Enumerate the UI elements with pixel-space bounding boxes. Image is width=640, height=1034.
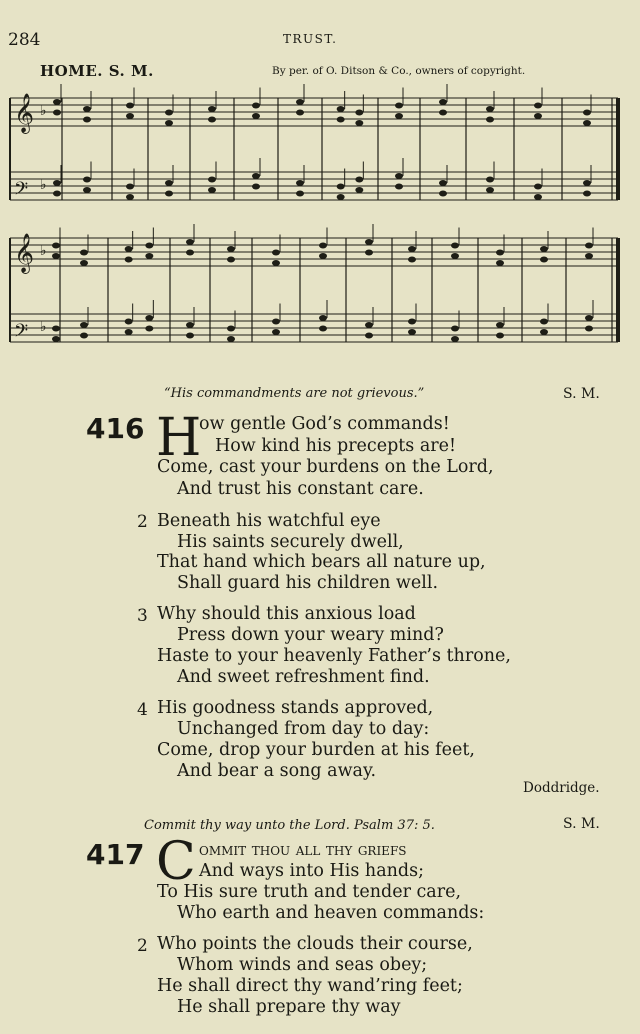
- flat-icon: ♭: [40, 177, 47, 193]
- tune-name: HOME. S. M.: [40, 62, 154, 80]
- note-head: [53, 191, 61, 197]
- page-number: 284: [8, 30, 41, 50]
- note-head: [439, 180, 447, 186]
- hymn-416-line: And trust his constant care.: [177, 479, 424, 499]
- note-head: [496, 322, 504, 328]
- note-head: [208, 117, 216, 123]
- note-head: [272, 319, 280, 325]
- note-head: [145, 253, 153, 259]
- hymn-416-line: Come, drop your burden at his feet,: [157, 740, 475, 760]
- note-head: [125, 319, 133, 325]
- note-head: [125, 246, 133, 252]
- hymn-416-line: And sweet refreshment find.: [177, 667, 430, 687]
- hymn-416-line: Why should this anxious load: [157, 604, 416, 624]
- note-head: [126, 103, 134, 109]
- note-head: [296, 110, 304, 116]
- note-head: [451, 253, 459, 259]
- hymn-416-meter: S. M.: [563, 386, 600, 402]
- note-head: [252, 184, 260, 190]
- hymn-417-line: He shall prepare thy way: [177, 997, 401, 1017]
- music-score: [0, 84, 640, 366]
- note-head: [439, 110, 447, 116]
- note-head: [272, 329, 280, 335]
- note-head: [365, 333, 373, 339]
- note-head: [125, 257, 133, 263]
- hymn-416-line: Unchanged from day to day:: [177, 719, 430, 739]
- note-head: [408, 319, 416, 325]
- note-head: [227, 336, 235, 342]
- verse-number: 4: [137, 700, 148, 720]
- hymn-416-number: 416: [86, 412, 145, 445]
- note-head: [496, 260, 504, 266]
- note-head: [186, 250, 194, 256]
- note-head: [319, 253, 327, 259]
- note-head: [486, 187, 494, 193]
- note-head: [583, 191, 591, 197]
- treble-clef-icon: 𝄞: [14, 93, 35, 133]
- note-head: [355, 110, 363, 116]
- running-head: TRUST.: [283, 32, 338, 46]
- note-head: [583, 180, 591, 186]
- hymn-416-epigraph: “His commandments are not grievous.”: [164, 386, 425, 401]
- note-head: [126, 113, 134, 119]
- note-head: [80, 333, 88, 339]
- hymn-417-drop-cap: C: [156, 832, 196, 892]
- note-head: [496, 333, 504, 339]
- note-head: [227, 326, 235, 332]
- flat-icon: ♭: [40, 243, 47, 259]
- verse-number: 2: [137, 512, 148, 532]
- note-head: [540, 329, 548, 335]
- note-head: [145, 315, 153, 321]
- note-head: [540, 246, 548, 252]
- flat-icon: ♭: [40, 319, 47, 335]
- note-head: [395, 173, 403, 179]
- note-head: [80, 322, 88, 328]
- note-head: [126, 194, 134, 200]
- hymn-417-line: To His sure truth and tender care,: [157, 882, 462, 902]
- note-head: [126, 184, 134, 190]
- note-head: [337, 194, 345, 200]
- verse-number: 2: [137, 936, 148, 956]
- hymn-416-line: His saints securely dwell,: [177, 532, 404, 552]
- note-head: [186, 322, 194, 328]
- note-head: [208, 177, 216, 183]
- note-head: [145, 243, 153, 249]
- note-head: [355, 177, 363, 183]
- note-head: [439, 99, 447, 105]
- note-head: [451, 326, 459, 332]
- note-head: [365, 250, 373, 256]
- note-head: [395, 184, 403, 190]
- note-head: [583, 110, 591, 116]
- hymn-417-line: Who earth and heaven commands:: [177, 903, 485, 923]
- note-head: [585, 315, 593, 321]
- bass-clef-icon: 𝄢: [14, 321, 29, 346]
- note-head: [451, 243, 459, 249]
- note-head: [296, 99, 304, 105]
- note-head: [585, 253, 593, 259]
- note-head: [296, 180, 304, 186]
- note-head: [486, 106, 494, 112]
- note-head: [53, 110, 61, 116]
- hymn-417-line: ommit thou all thy griefs: [199, 840, 407, 860]
- note-head: [52, 243, 60, 249]
- note-head: [486, 177, 494, 183]
- note-head: [365, 322, 373, 328]
- note-head: [227, 257, 235, 263]
- note-head: [408, 329, 416, 335]
- note-head: [272, 260, 280, 266]
- note-head: [319, 315, 327, 321]
- note-head: [186, 333, 194, 339]
- hymn-417-number: 417: [86, 838, 145, 871]
- note-head: [53, 99, 61, 105]
- note-head: [585, 243, 593, 249]
- note-head: [165, 110, 173, 116]
- note-head: [451, 336, 459, 342]
- hymn-416-line: Come, cast your burdens on the Lord,: [157, 457, 494, 477]
- note-head: [355, 120, 363, 126]
- note-head: [337, 106, 345, 112]
- note-head: [252, 113, 260, 119]
- note-head: [583, 120, 591, 126]
- note-head: [52, 326, 60, 332]
- note-head: [83, 117, 91, 123]
- note-head: [83, 177, 91, 183]
- hymn-417-epigraph: Commit thy way unto the Lord. Psalm 37: 5.: [144, 818, 435, 833]
- note-head: [227, 246, 235, 252]
- hymn-416-line: Haste to your heavenly Father’s throne,: [157, 646, 511, 666]
- hymn-416-line: How kind his precepts are!: [215, 436, 457, 456]
- note-head: [208, 187, 216, 193]
- note-head: [83, 106, 91, 112]
- note-head: [540, 257, 548, 263]
- hymn-416-drop-cap: H: [156, 408, 202, 468]
- verse-number: 3: [137, 606, 148, 626]
- note-head: [408, 246, 416, 252]
- note-head: [252, 103, 260, 109]
- note-head: [337, 117, 345, 123]
- note-head: [534, 103, 542, 109]
- note-head: [80, 260, 88, 266]
- hymn-416-line: His goodness stands approved,: [157, 698, 434, 718]
- note-head: [208, 106, 216, 112]
- note-head: [83, 187, 91, 193]
- note-head: [395, 103, 403, 109]
- bass-clef-icon: 𝄢: [14, 179, 29, 204]
- hymn-417-line: And ways into His hands;: [199, 861, 424, 881]
- note-head: [165, 180, 173, 186]
- hymn-417-line: He shall direct thy wand’ring feet;: [157, 976, 463, 996]
- note-head: [355, 187, 363, 193]
- hymn-417-line: Who points the clouds their course,: [157, 934, 473, 954]
- note-head: [125, 329, 133, 335]
- hymn-416-author: Doddridge.: [523, 780, 600, 796]
- note-head: [296, 191, 304, 197]
- hymn-416-line: Beneath his watchful eye: [157, 511, 381, 531]
- note-head: [165, 191, 173, 197]
- treble-clef-icon: 𝄞: [14, 233, 35, 273]
- note-head: [53, 180, 61, 186]
- note-head: [52, 253, 60, 259]
- note-head: [80, 250, 88, 256]
- hymn-417-meter: S. M.: [563, 816, 600, 832]
- copyright-notice: By per. of O. Ditson & Co., owners of copyright.: [272, 65, 526, 77]
- note-head: [486, 117, 494, 123]
- note-head: [272, 250, 280, 256]
- note-head: [186, 239, 194, 245]
- note-head: [145, 326, 153, 332]
- note-head: [585, 326, 593, 332]
- hymn-416-line: And bear a song away.: [177, 761, 377, 781]
- note-head: [252, 173, 260, 179]
- note-head: [319, 326, 327, 332]
- hymn-416-line: ow gentle God’s commands!: [199, 414, 450, 434]
- note-head: [540, 319, 548, 325]
- note-head: [534, 184, 542, 190]
- note-head: [337, 184, 345, 190]
- flat-icon: ♭: [40, 103, 47, 119]
- note-head: [165, 120, 173, 126]
- note-head: [534, 113, 542, 119]
- note-head: [496, 250, 504, 256]
- hymn-416-line: Shall guard his children well.: [177, 573, 439, 593]
- hymn-417-line: Whom winds and seas obey;: [177, 955, 428, 975]
- note-head: [534, 194, 542, 200]
- note-head: [395, 113, 403, 119]
- note-head: [365, 239, 373, 245]
- hymn-416-line: That hand which bears all nature up,: [157, 552, 486, 572]
- note-head: [52, 336, 60, 342]
- note-head: [408, 257, 416, 263]
- note-head: [439, 191, 447, 197]
- note-head: [319, 243, 327, 249]
- hymn-416-line: Press down your weary mind?: [177, 625, 444, 645]
